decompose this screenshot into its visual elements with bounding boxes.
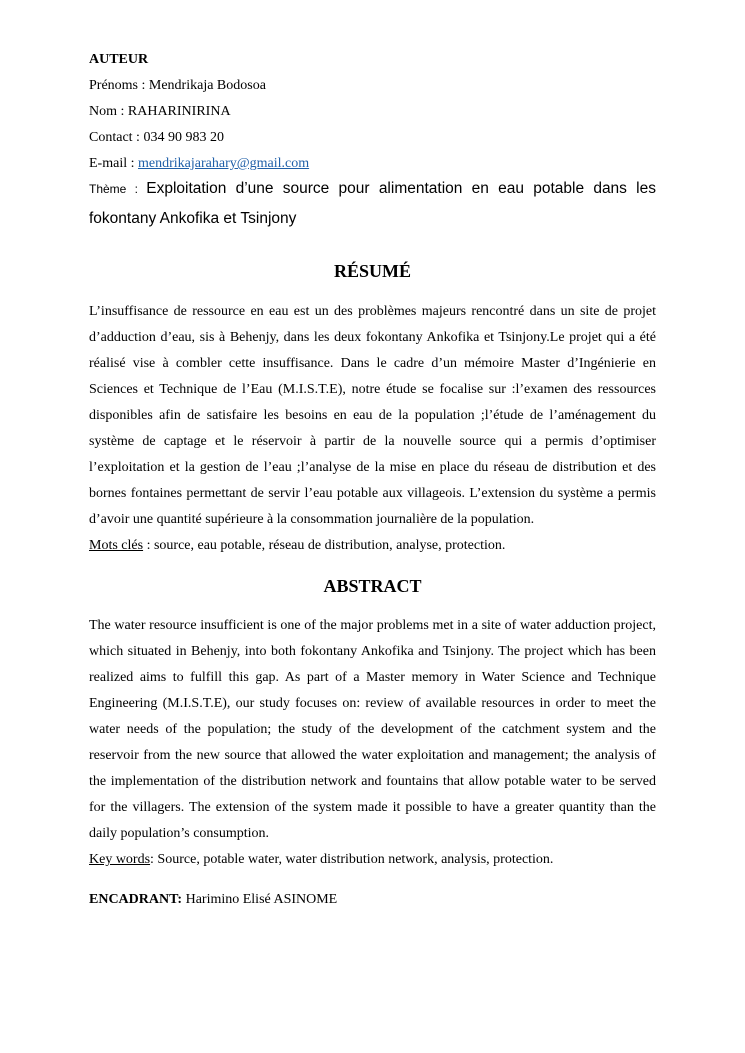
encadrant <box>89 887 656 913</box>
abstract-body: The water resource insufficient is one of the major problems met in a site of water adduction project, which situated in Behenjy, into both fokontany Ankofika and Tsinjony. The project which has been realized aims to fulfill this gap. As part of a Master memory in Water Science and Technique Engineering (M.I.S.T.E), our study focuses on: review of available resources in order to meet the water needs of the population; the study of the development of the catchment system and the reservoir from the new source that allowed the water exploitation and management; the analysis of the implementation of the distribution network and fountains that allow potable water to be served for the villagers. The extension of the system made it possible to have a greater quantity than the daily population’s consumption. <box>89 618 656 841</box>
resume-keywords <box>89 533 656 559</box>
nom-label: Nom : <box>89 104 128 119</box>
abstract-keywords-label: Key words <box>89 852 151 867</box>
nom-value: RAHARINIRINA <box>127 104 231 119</box>
author-nom <box>89 99 656 125</box>
resume-keywords-text: : source, eau potable, réseau de distribution, analyse, protection. <box>143 538 506 553</box>
email-label: E-mail : <box>89 156 138 171</box>
contact-label: Contact : <box>89 130 144 145</box>
resume-keywords-label: Mots clés <box>89 538 144 553</box>
encadrant-value: Harimino Elisé ASINOME <box>182 892 338 907</box>
abstract-keywords <box>89 847 656 873</box>
resume-body: L’insuffisance de ressource en eau est un des problèmes majeurs rencontré dans un site de projet d’adduction d’eau, sis à Behenjy, dans les deux fokontany Ankofika et Tsinjony.Le projet qui a été réalisé vise à combler cette insuffisance. Dans le cadre d’un mémoire Master d’Ingénierie en Sciences et Technique de l’Eau (M.I.S.T.E), notre étude se focalise sur :l’examen des ressources disponibles afin de satisfaire les besoins en eau de la population ;l’étude de l’aménagement du système de captage et le réservoir à partir de la nouvelle source qui a permis d’optimiser l’exploitation et la gestion de l’eau ;l’analyse de la mise en place du réseau de distribution et des bornes fontaines permettant de servir l’eau potable aux villageois. L’extension du système a permis d’avoir une quantité supérieure à la consommation journalière de la population. <box>89 304 656 527</box>
abstract-heading: ABSTRACT <box>323 576 422 596</box>
resume-heading: RÉSUMÉ <box>333 261 411 281</box>
theme <box>89 174 656 234</box>
email-link[interactable]: mendrikajarahary@gmail.com <box>138 156 310 171</box>
author-email <box>89 154 656 174</box>
document-page <box>89 47 656 913</box>
contact-value: 034 90 983 20 <box>143 130 224 145</box>
prenoms-value: Mendrikaja Bodosoa <box>148 78 266 93</box>
author-prenoms <box>89 73 656 99</box>
abstract-keywords-text: : Source, potable water, water distribution network, analysis, protection. <box>150 852 554 867</box>
theme-label: Thème : <box>89 182 147 196</box>
theme-text: Exploitation d’une source pour alimentation en eau potable dans les fokontany Ankofika et Tsinjony <box>89 180 656 227</box>
prenoms-label: Prénoms : <box>89 78 149 93</box>
author-contact <box>89 125 656 151</box>
encadrant-label: ENCADRANT: <box>89 892 183 907</box>
author-heading: AUTEUR <box>89 52 149 67</box>
